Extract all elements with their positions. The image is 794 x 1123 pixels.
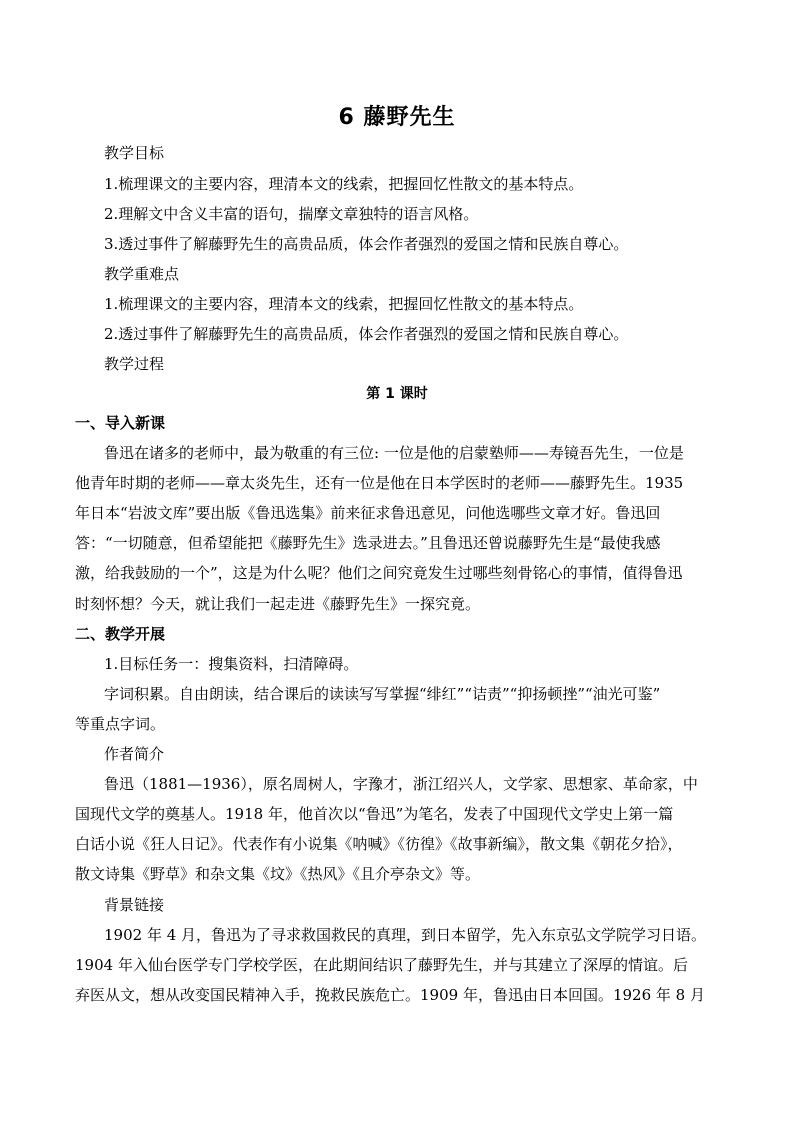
paragraph-line: 等重点字词。: [75, 715, 166, 733]
document-title: 6 藤野先生: [338, 105, 456, 130]
paragraph-line: 时刻怀想？今天，就让我们一起走进《藤野先生》一探究竟。: [75, 595, 481, 613]
paragraph-line: 年日本“岩波文库”要出版《鲁迅选集》前来征求鲁迅意见，问他选哪些文章才好。鲁迅回: [75, 504, 661, 522]
key-point-item: 2.透过事件了解藤野先生的高贵品质，体会作者强烈的爱国之情和民族自尊心。: [104, 325, 629, 343]
paragraph-line: 1902 年 4 月，鲁迅为了寻求救国救民的真理，到日本留学，先入东京弘文学院学习日语。: [104, 926, 707, 944]
key-point-item: 1.梳理课文的主要内容，理清本文的线索，把握回忆性散文的基本特点。: [104, 295, 584, 313]
process-heading: 教学过程: [104, 355, 165, 373]
paragraph-line: 国现代文学的奠基人。1918 年，他首次以“鲁迅”为笔名，发表了中国现代文学史上第一篇: [75, 805, 674, 823]
paragraph-line: 鲁迅在诸多的老师中，最为敬重的有三位: 一位是他的启蒙塾师——寿镜吾先生，一位是: [104, 444, 684, 462]
author-heading: 作者简介: [104, 745, 165, 763]
paragraph-line: 弃医从文，想从改变国民精神入手，挽救民族危亡。1909 年，鲁迅由日本回国。1926 年 8 月: [75, 986, 705, 1004]
paragraph-line: 字词积累。自由朗读，结合课后的读读写写掌握“绯红”“诘责”“抑扬顿挫”“油光可鉴”: [104, 685, 661, 703]
paragraph-line: 激，给我鼓励的一个”，这是为什么呢？他们之间究竟发生过哪些刻骨铭心的事情，值得鲁迅: [75, 564, 683, 582]
goal-item: 3.透过事件了解藤野先生的高贵品质，体会作者强烈的爱国之情和民族自尊心。: [104, 235, 629, 253]
section-heading-teaching: 二、教学开展: [75, 625, 166, 643]
paragraph-line: 鲁迅（1881—1936），原名周树人，字豫才，浙江绍兴人，文学家、思想家、革命家，中: [104, 775, 698, 793]
key-points-heading: 教学重难点: [104, 265, 180, 283]
paragraph-line: 白话小说《狂人日记》。代表作有小说集《呐喊》《彷徨》《故事新编》，散文集《朝花夕拾》，: [75, 835, 683, 853]
paragraph-line: 他青年时期的老师——章太炎先生，还有一位是他在日本学医时的老师——藤野先生。1935: [75, 474, 684, 492]
paragraph-line: 1904 年入仙台医学专门学校学医，在此期间结识了藤野先生，并与其建立了深厚的情谊。后: [75, 956, 688, 974]
goal-item: 2.理解文中含义丰富的语句，揣摩文章独特的语言风格。: [104, 205, 479, 223]
task-item: 1.目标任务一：搜集资料，扫清障碍。: [104, 655, 359, 673]
background-heading: 背景链接: [104, 896, 165, 914]
paragraph-line: 散文诗集《野草》和杂文集《坟》《热风》《且介亭杂文》等。: [75, 865, 481, 883]
goals-heading: 教学目标: [104, 144, 165, 162]
goal-item: 1.梳理课文的主要内容，理清本文的线索，把握回忆性散文的基本特点。: [104, 175, 584, 193]
section-heading-intro: 一、导入新课: [75, 414, 166, 432]
lesson-label: 第 1 课时: [366, 386, 428, 402]
paragraph-line: 答：“一切随意，但希望能把《藤野先生》选录进去。”且鲁迅还曾说藤野先生是“最使我感: [75, 534, 661, 552]
